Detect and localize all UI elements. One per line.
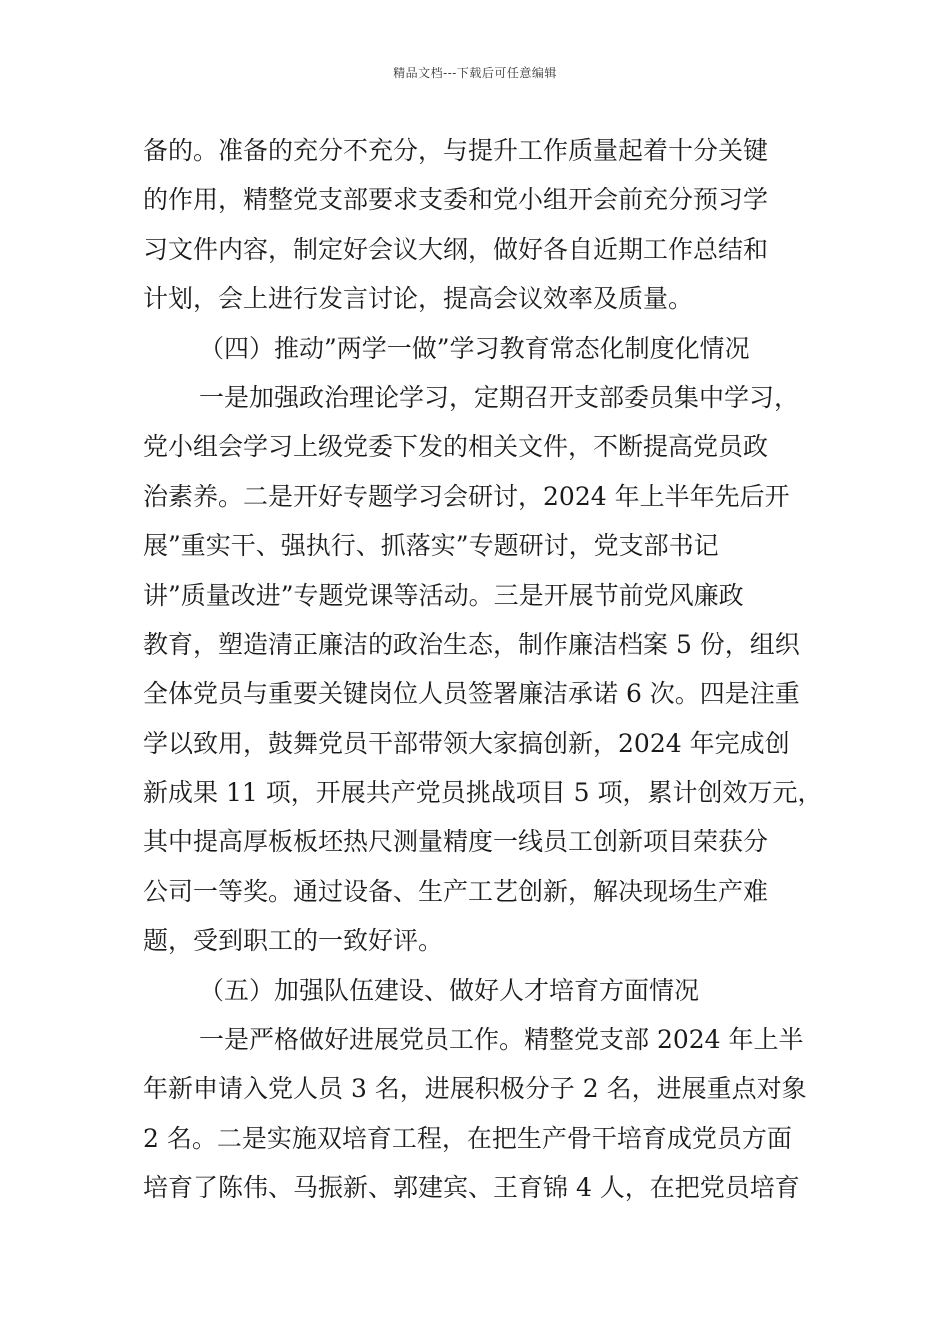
paragraph-line: 其中提高厚板板坯热尺测量精度一线员工创新项目荣获分: [143, 827, 769, 857]
page-header: 精品文档---下载后可任意编辑: [393, 66, 557, 80]
paragraph-line: 学以致用，鼓舞党员干部带领大家搞创新，2024 年完成创: [143, 728, 790, 758]
paragraph-line: 的作用，精整党支部要求支委和党小组开会前充分预习学: [143, 185, 769, 215]
paragraph-line: 计划，会上进行发言讨论，提高会议效率及质量。: [143, 284, 694, 314]
paragraph-line: 一是严格做好进展党员工作。精整党支部 2024 年上半: [199, 1025, 804, 1055]
paragraph-line: 习文件内容，制定好会议大纲，做好各自近期工作总结和: [143, 234, 769, 264]
paragraph-line: 公司一等奖。通过设备、生产工艺创新，解决现场生产难: [143, 876, 769, 906]
section-heading: （四）推动”两学一做”学习教育常态化制度化情况: [199, 333, 750, 363]
paragraph-line: 备的。准备的充分不充分，与提升工作质量起着十分关键: [143, 136, 769, 165]
paragraph-line: 题，受到职工的一致好评。: [143, 926, 444, 956]
paragraph-line: 2 名。二是实施双培育工程，在把生产骨干培育成党员方面: [143, 1123, 792, 1153]
paragraph-line: 培育了陈伟、马振新、郭建宾、王育锦 4 人，在把党员培育: [143, 1173, 800, 1203]
paragraph-line: 党小组会学习上级党委下发的相关文件，不断提高党员政: [143, 432, 769, 462]
paragraph-line: 展”重实干、强执行、抓落实”专题研讨，党支部书记: [143, 531, 719, 561]
paragraph-line: 讲”质量改进”专题党课等活动。三是开展节前党风廉政: [143, 580, 744, 610]
document-body: [143, 126, 823, 1213]
paragraph-line: 治素养。二是开好专题学习会研讨，2024 年上半年先后开: [143, 481, 790, 511]
paragraph-line: 年新申请入党人员 3 名，进展积极分子 2 名，进展重点对象: [143, 1074, 807, 1104]
paragraph-line: 新成果 11 项，开展共产党员挑战项目 5 项，累计创效万元，: [143, 778, 823, 808]
paragraph-line: 教育，塑造清正廉洁的政治生态，制作廉洁档案 5 份，组织: [143, 629, 800, 659]
paragraph-line: 全体党员与重要关键岗位人员签署廉洁承诺 6 次。四是注重: [143, 679, 800, 709]
section-heading: （五）加强队伍建设、做好人才培育方面情况: [199, 975, 700, 1005]
paragraph-line: 一是加强政治理论学习，定期召开支部委员集中学习，: [199, 382, 800, 412]
